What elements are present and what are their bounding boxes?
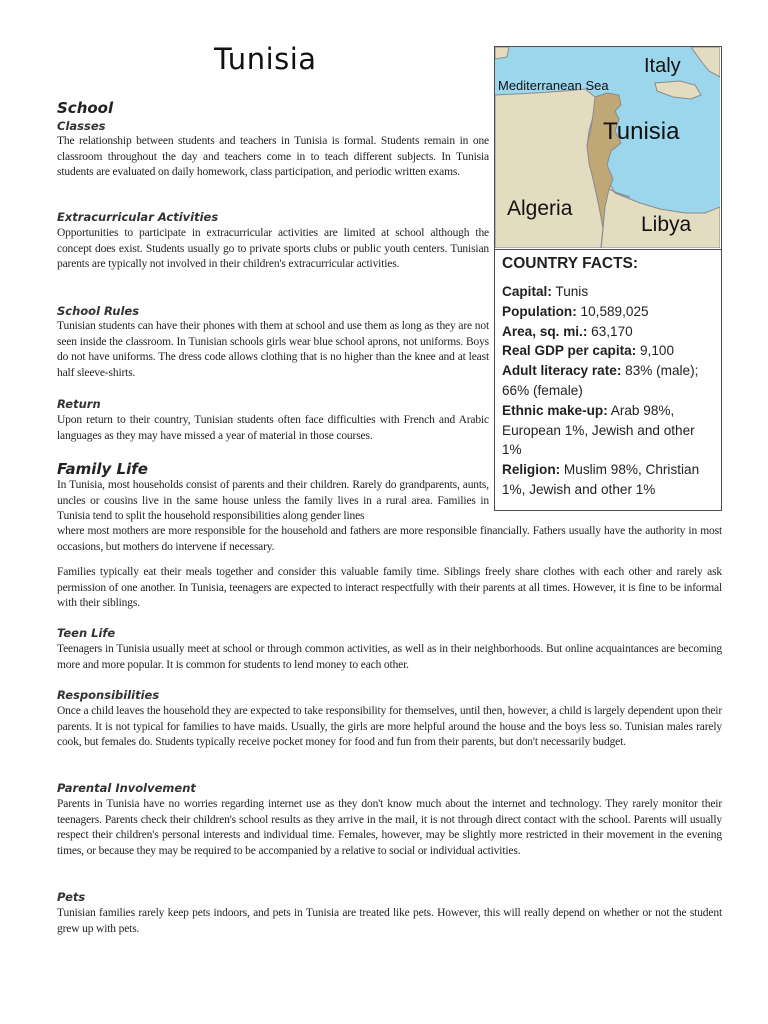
map-label-libya: Libya: [641, 213, 692, 236]
extracurricular-heading: Extracurricular Activities: [57, 210, 219, 224]
family-life-heading: Family Life: [57, 460, 148, 478]
pets-text: Tunisian families rarely keep pets indoors, and pets in Tunisia are treated like pets. However, this will really depend on whether or not the student grew up with pets.: [57, 907, 722, 935]
fact-capital: Capital: Tunis: [502, 284, 589, 299]
family-text-3: Families typically eat their meals together and consider this valuable family time. Siblings freely share clothes with each other and rarely ask permission of one another. In Tunisia, teenagers are expected to interact respectfully with their parents at all times. However, it is fine to be informal with their siblings.: [57, 566, 722, 610]
family-text-1: In Tunisia, most households consist of parents and their children. Rarely do grandparents, aunts, uncles or cousins live in the same house unless the family lives in a rural area. Families in Tunisia tend to split the household responsibilities along gender lines: [57, 479, 489, 523]
tunisia-map: [494, 46, 722, 250]
fact-ethnic: Ethnic make-up: Arab 98%, European 1%, Jewish and other 1%: [502, 402, 695, 458]
map-graphic: [495, 47, 720, 248]
country-facts-heading: COUNTRY FACTS:: [502, 255, 639, 272]
pets-heading: Pets: [57, 890, 86, 904]
fact-literacy: Adult literacy rate: 83% (male); 66% (female): [502, 363, 699, 398]
fact-gdp: Real GDP per capita: 9,100: [502, 343, 675, 359]
classes-text: The relationship between students and teachers in Tunisia is formal. Students remain in one classroom throughout the day and teachers come in to teach different subjects. In Tunisia students are evaluated on daily homework, class participation, and periodic written exams.: [57, 135, 489, 179]
map-label-algeria: Algeria: [507, 197, 573, 220]
map-sardinia: [495, 47, 509, 59]
parental-text: Parents in Tunisia have no worries regarding internet use as they don't know much about the internet and technology. They rarely monitor their teenagers. Parents check their children's school results as they arrive in the mail, it is not through direct contact with the school. Parents will usually respect their children's personal interests and individual time. Females, however, may be slightly more restricted in their movement in the evening times, or because they may be required to be accompanied by a relative to social or individual activities.: [57, 798, 722, 857]
responsibilities-heading: Responsibilities: [57, 688, 160, 702]
responsibilities-text: Once a child leaves the household they are expected to take responsibility for themselves, until then, however, a child is largely dependent upon their parents. It is not typical for families to have maids. Usually, the girls are more helpful around the house and the boys less so. Tunisian males rarely cook, but females do. Students typically receive pocket money for food and fun from their parents, but don't necessarily budget.: [57, 705, 722, 749]
fact-area: Area, sq. mi.: 63,170: [502, 323, 633, 339]
page-title: Tunisia: [214, 42, 317, 76]
school-rules-text: Tunisian students can have their phones with them at school and use them as long as they are not seen inside the classroom. In Tunisian schools girls wear blue school aprons, not uniforms. Boys do not have uniforms. The dress code allows clothing that is no higher than the knee and at least half sleeve-shirts.: [57, 320, 489, 379]
map-label-italy: Italy: [644, 55, 681, 77]
classes-heading: Classes: [57, 119, 106, 133]
teen-life-heading: Teen Life: [57, 626, 116, 640]
parental-heading: Parental Involvement: [57, 781, 196, 795]
country-facts-box: [494, 249, 722, 511]
map-label-sea: Mediterranean Sea: [498, 78, 609, 93]
teen-life-text: Teenagers in Tunisia usually meet at school or through common activities, as well as in their neighborhoods. But online acquaintances are becoming more and more popular. It is common for students to lend money to each other.: [57, 643, 722, 671]
return-heading: Return: [57, 397, 101, 411]
fact-population: Population: 10,589,025: [502, 303, 649, 319]
map-label-tunisia: Tunisia: [603, 118, 680, 145]
return-text: Upon return to their country, Tunisian students often face difficulties with French and Arabic languages as they may have missed a year of material in those courses.: [57, 414, 489, 442]
family-text-2: where most mothers are more responsible for the household and fathers are more responsible financially. Fathers usually have the authority in most occasions, but mothers do intervene if necessary.: [57, 525, 722, 553]
school-heading: School: [57, 99, 114, 117]
fact-religion: Religion: Muslim 98%, Christian 1%, Jewish and other 1%: [502, 462, 700, 497]
school-rules-heading: School Rules: [57, 304, 140, 318]
extracurricular-text: Opportunities to participate in extracurricular activities are limited at school although the concept does exist. Students usually go to private sports clubs or public youth centers. Tunisian parents are typically not involved in their children's extracurricular activities.: [57, 227, 489, 271]
